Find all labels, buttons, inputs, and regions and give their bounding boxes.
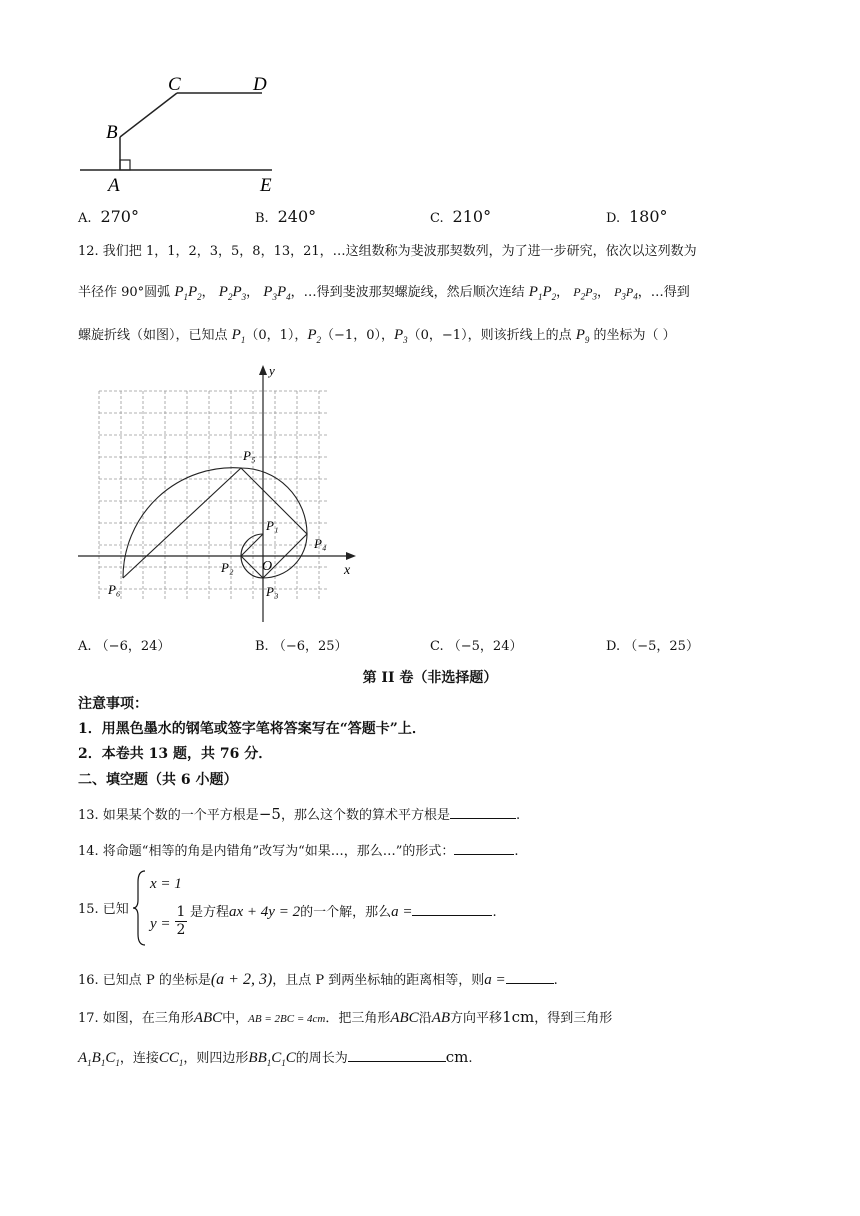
origin-label: O [262, 559, 273, 574]
q17-line-2: $A_1B_1C_1$，连接$CC_1$，则四边形$BB_1C_1C$的周长为 cm. [78, 1048, 473, 1068]
triangle-a1b1c1: $A_1B_1C_1$ [78, 1050, 120, 1068]
y-axis-arrow [259, 365, 267, 375]
q15-fraction: 1 2 [176, 904, 186, 938]
section-2-title: 第 II 卷（非选择题） [362, 670, 498, 686]
q12-line-1: 12. 我们把 1，1，2，3，5，8，13，21，…这组数称为斐波那契数列，为了进一步研究，依次以这列数为 [78, 244, 697, 259]
fill-section-title: 二、填空题（共 6 小题） [78, 772, 238, 788]
q15-body: 是方程ax + 4y = 2的一个解，那么a = . [190, 901, 497, 922]
q14-answer-blank[interactable] [454, 840, 514, 855]
arc-p2p3: $P_2P_3$ [218, 284, 247, 302]
q15-answer-blank[interactable] [412, 901, 492, 916]
q11-option-d[interactable]: D. 180° [606, 207, 668, 226]
label-p6: P₆ [108, 582, 121, 597]
q11-option-c[interactable]: C. 210° [430, 207, 492, 226]
q14: 14. 将命题“相等的角是内错角”改写为“如果…，那么…”的形式： . [78, 840, 519, 861]
quad-bb1c1c: $BB_1C_1C$ [248, 1050, 296, 1068]
seg-p3p4: $P_3P_4$ [614, 285, 638, 302]
label-p5: P₅ [243, 448, 256, 463]
seg-p2p3: $P_2P_3$ [573, 285, 597, 302]
x-axis-arrow [346, 552, 356, 560]
q12-option-d[interactable]: D. （−5，25） [606, 639, 699, 654]
notes-title: 注意事项： [78, 696, 148, 712]
label-c: C [168, 74, 181, 95]
label-p2: P₂ [221, 560, 234, 575]
q11-option-a[interactable]: A. 270° [78, 207, 139, 226]
q15-x-eq: x = 1 [150, 876, 182, 892]
axis-label-y: y [269, 363, 275, 378]
note-1: 1．用黑色墨水的钢笔或签字笔将答案写在“答题卡”上． [78, 721, 426, 737]
q11-option-b[interactable]: B. 240° [255, 207, 317, 226]
q15-prefix: 15. 已知 [78, 902, 129, 917]
q12-option-c[interactable]: C. （−5，24） [430, 639, 523, 654]
arc-p1p2: $P_1P_2$ [174, 284, 202, 302]
label-d: D [253, 74, 267, 95]
label-p4: P₄ [314, 536, 327, 551]
q12-line-3: 螺旋折线（如图），已知点 $P_1(0$，1），$P_2(-1$，0），$P_3(0$，−1），则该折线上的点 $P_9$ 的坐标为（ ） [78, 327, 676, 345]
arc-p3p4: $P_3P_4$ [263, 284, 291, 302]
q16-answer-blank[interactable] [506, 969, 554, 984]
q12-option-b[interactable]: B. （−6，25） [255, 639, 348, 654]
label-e: E [260, 175, 272, 196]
label-b: B [106, 122, 118, 143]
label-a: A [108, 175, 120, 196]
q15-brace [132, 868, 148, 948]
segment-cc1: $CC_1$ [158, 1050, 184, 1068]
q17-line-1: 17. 如图，在三角形ABC中，AB = 2BC = 4cm．把三角形ABC沿AB方向平移1cm，得到三角形 [78, 1008, 613, 1026]
segment-bc [120, 93, 177, 137]
seg-p1p2: $P_1P_2$ [528, 284, 557, 302]
q12-spiral-figure [70, 360, 370, 630]
q12-option-a[interactable]: A. （−6，24） [78, 639, 171, 654]
label-p1: P₁ [266, 518, 279, 533]
q16: 16. 已知点 P 的坐标是(a + 2, 3)，且点 P 到两坐标轴的距离相等，则a = . [78, 971, 558, 988]
q12-line-2: 半径作 90°圆弧 $P_1P_2$， $P_2P_3$， $P_3P_4$，…得到斐波那契螺旋线，然后顺次连结 $P_1P_2$， $P_2P_3$， $P_3P_4$，…得到 [78, 284, 690, 302]
right-angle-mark [120, 160, 130, 170]
q11-figure [70, 65, 290, 200]
note-2: 2．本卷共 13 题，共 76 分． [78, 746, 273, 762]
q15-y-eq: y = [150, 916, 171, 932]
q17-answer-blank[interactable] [348, 1047, 446, 1062]
label-p3: P₃ [266, 584, 279, 599]
q13: 13. 如果某个数的一个平方根是−5，那么这个数的算术平方根是 . [78, 805, 521, 823]
axis-label-x: x [344, 563, 351, 578]
q13-answer-blank[interactable] [450, 804, 516, 819]
